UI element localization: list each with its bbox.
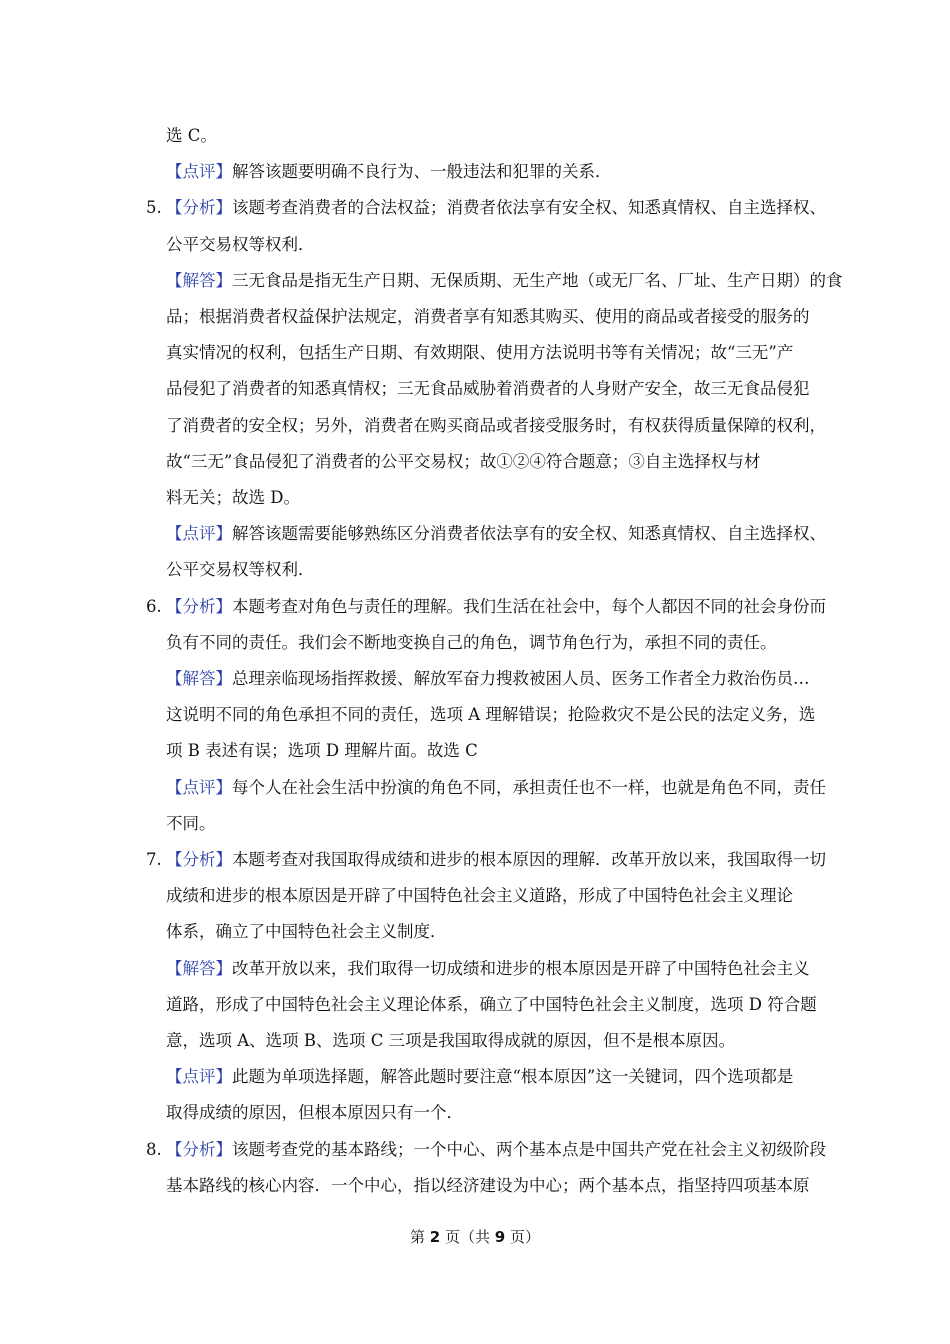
text-line [166, 667, 810, 691]
section-tag: 【解答】 [166, 669, 232, 688]
line-text: 本题考查对角色与责任的理解。我们生活在社会中，每个人都因不同的社会身份而 [232, 596, 826, 616]
line-text: 道路，形成了中国特色社会主义理论体系，确立了中国特色社会主义制度，选项 D 符合题 [166, 994, 817, 1014]
text-line [166, 522, 826, 546]
line-text: 解答该题需要能够熟练区分消费者依法享有的安全权、知悉真情权、自主选择权、 [232, 524, 826, 544]
line-text: 成绩和进步的根本原因是开辟了中国特色社会主义道路，形成了中国特色社会主义理论 [166, 886, 793, 906]
text-line [166, 1101, 463, 1125]
line-text: 项 B 表述有误；选项 D 理解片面。故选 C [166, 741, 478, 761]
text-line [166, 124, 217, 148]
text-line [166, 739, 478, 763]
line-text: 本题考查对我国取得成绩和进步的根本原因的理解．改革开放以来，我国取得一切 [232, 850, 826, 869]
item-number: 6. [146, 596, 162, 616]
text-line [166, 957, 810, 981]
line-text: 料无关；故选 D。 [166, 488, 300, 507]
text-line [166, 414, 826, 438]
text-line [166, 558, 315, 582]
line-text: 真实情况的权利，包括生产日期、有效期限、使用方法说明书等有关情况；故“三无”产 [166, 343, 794, 363]
footer-suffix: 页） [505, 1228, 540, 1246]
section-tag: 【解答】 [166, 270, 232, 290]
footer-page-number: 2 [429, 1228, 441, 1246]
line-text: 不同。 [166, 813, 216, 833]
text-line [166, 920, 447, 944]
section-tag: 【分析】 [166, 198, 232, 218]
line-text: 这说明不同的角色承担不同的责任，选项 A 理解错误；抢险救灾不是公民的法定义务，选 [166, 705, 816, 725]
text-line [166, 812, 216, 836]
section-tag: 【点评】 [166, 1067, 232, 1087]
text-line [166, 305, 810, 329]
section-tag: 【点评】 [166, 524, 232, 544]
line-text: 选 C。 [166, 126, 217, 145]
footer-middle: 页（共 [440, 1228, 495, 1246]
text-line [166, 196, 826, 220]
text-line [166, 341, 793, 365]
line-text: 取得成绩的原因，但根本原因只有一个． [166, 1103, 463, 1123]
text-line [166, 377, 810, 401]
line-text: 故“三无”食品侵犯了消费者的公平交易权；故①②④符合题意；③自主选择权与材 [166, 451, 761, 471]
line-text: 公平交易权等权利． [166, 234, 315, 254]
text-line [166, 631, 777, 655]
text-line [166, 1065, 793, 1089]
text-line [166, 1029, 735, 1053]
text-line [166, 486, 300, 510]
line-text: 意，选项 A、选项 B、选项 C 三项是我国取得成就的原因，但不是根本原因。 [166, 1031, 736, 1050]
text-line [166, 160, 612, 184]
text-line [166, 595, 826, 619]
section-tag: 【分析】 [166, 1139, 232, 1159]
footer-total-pages: 9 [494, 1228, 506, 1246]
item-number: 5. [146, 198, 162, 218]
section-tag: 【解答】 [166, 958, 232, 978]
line-text: 总理亲临现场指挥救援、解放军奋力搜救被困人员、医务工作者全力救治伤员… [232, 669, 810, 688]
text-line [166, 993, 817, 1017]
line-text: 品；根据消费者权益保护法规定，消费者享有知悉其购买、使用的商品或者接受的服务的 [166, 307, 810, 326]
line-text: 了消费者的安全权；另外，消费者在购买商品或者接受服务时，有权获得质量保障的权利， [166, 415, 826, 435]
line-text: 三无食品是指无生产日期、无保质期、无生产地（或无厂名、厂址、生产日期）的食 [232, 270, 843, 290]
text-line [166, 1174, 810, 1198]
text-line [166, 450, 760, 474]
line-text: 负有不同的责任。我们会不断地变换自己的角色，调节角色行为，承担不同的责任。 [166, 632, 777, 652]
page-footer [0, 1226, 950, 1248]
line-text: 改革开放以来，我们取得一切成绩和进步的根本原因是开辟了中国特色社会主义 [232, 958, 810, 978]
line-text: 解答该题要明确不良行为、一般违法和犯罪的关系． [232, 162, 612, 182]
line-text: 该题考查党的基本路线；一个中心、两个基本点是中国共产党在社会主义初级阶段 [232, 1139, 826, 1159]
text-line [166, 269, 843, 293]
line-text: 公平交易权等权利． [166, 560, 315, 580]
line-text: 基本路线的核心内容．一个中心，指以经济建设为中心；两个基本点，指坚持四项基本原 [166, 1175, 810, 1195]
section-tag: 【分析】 [166, 850, 232, 869]
text-line [166, 1138, 826, 1162]
line-text: 体系，确立了中国特色社会主义制度． [166, 922, 447, 942]
section-tag: 【分析】 [166, 596, 232, 616]
text-line [166, 848, 826, 872]
section-tag: 【点评】 [166, 162, 232, 182]
line-text: 该题考查消费者的合法权益；消费者依法享有安全权、知悉真情权、自主选择权、 [232, 198, 826, 218]
line-text: 每个人在社会生活中扮演的角色不同，承担责任也不一样，也就是角色不同，责任 [232, 777, 826, 797]
section-tag: 【点评】 [166, 777, 232, 797]
line-text: 此题为单项选择题，解答此题时要注意“根本原因”这一关键词，四个选项都是 [232, 1067, 794, 1087]
item-number: 7. [146, 850, 162, 869]
text-line [166, 776, 826, 800]
footer-prefix: 第 [410, 1228, 430, 1246]
line-text: 品侵犯了消费者的知悉真情权；三无食品威胁着消费者的人身财产安全，故三无食品侵犯 [166, 379, 810, 399]
text-line [166, 884, 793, 908]
item-number: 8. [146, 1139, 162, 1159]
text-line [166, 233, 315, 257]
text-line [166, 703, 815, 727]
